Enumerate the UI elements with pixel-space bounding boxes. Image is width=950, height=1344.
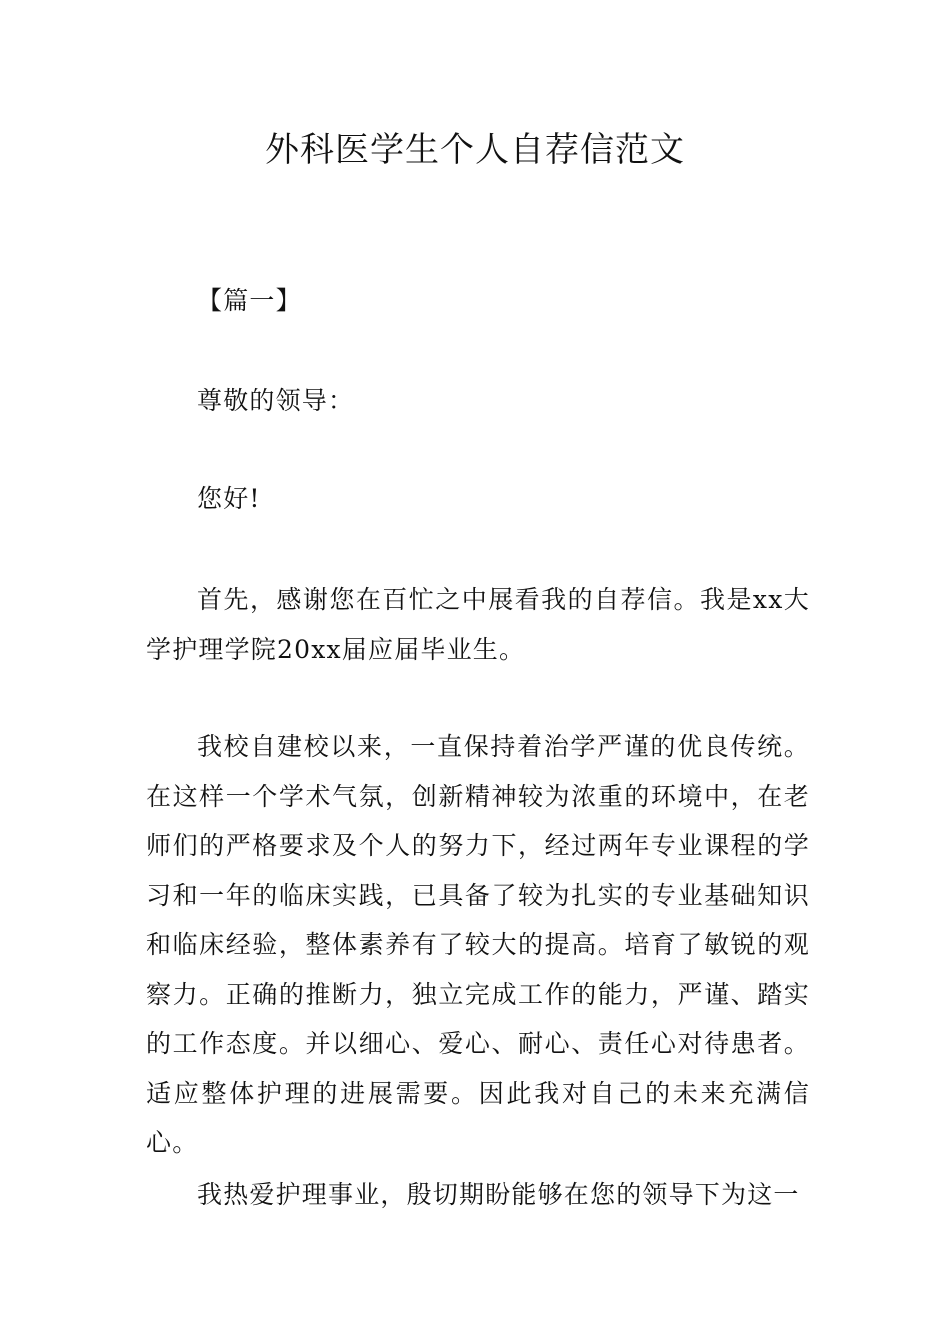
document-title: 外科医学生个人自荐信范文 bbox=[265, 130, 685, 170]
body-paragraph-1: 首先，感谢您在百忙之中展看我的自荐信。我是xx大学护理学院20xx届应届毕业生。 bbox=[146, 585, 810, 664]
body-paragraph-3: 我热爱护理事业，殷切期盼能够在您的领导下为这一 bbox=[197, 1180, 800, 1209]
greeting: 您好! bbox=[197, 484, 261, 513]
salutation: 尊敬的领导： bbox=[197, 386, 355, 415]
section-label: 【篇一】 bbox=[197, 286, 302, 315]
body-paragraph-2: 我校自建校以来，一直保持着治学严谨的优良传统。在这样一个学术气氛，创新精神较为浓重的环境中，在老师们的严格要求及个人的努力下，经过两年专业课程的学习和一年的临床实践，已具备了较为扎实的专业基础知识和临床经验，整体素养有了较大的提高。培育了敏锐的观察力。正确的推断力，独立完成工作的能力，严谨、踏实的工作态度。并以细心、爱心、耐心、责任心对待患者。适应整体护理的进展需要。因此我对自己的未来充满信心。 bbox=[146, 732, 810, 1157]
